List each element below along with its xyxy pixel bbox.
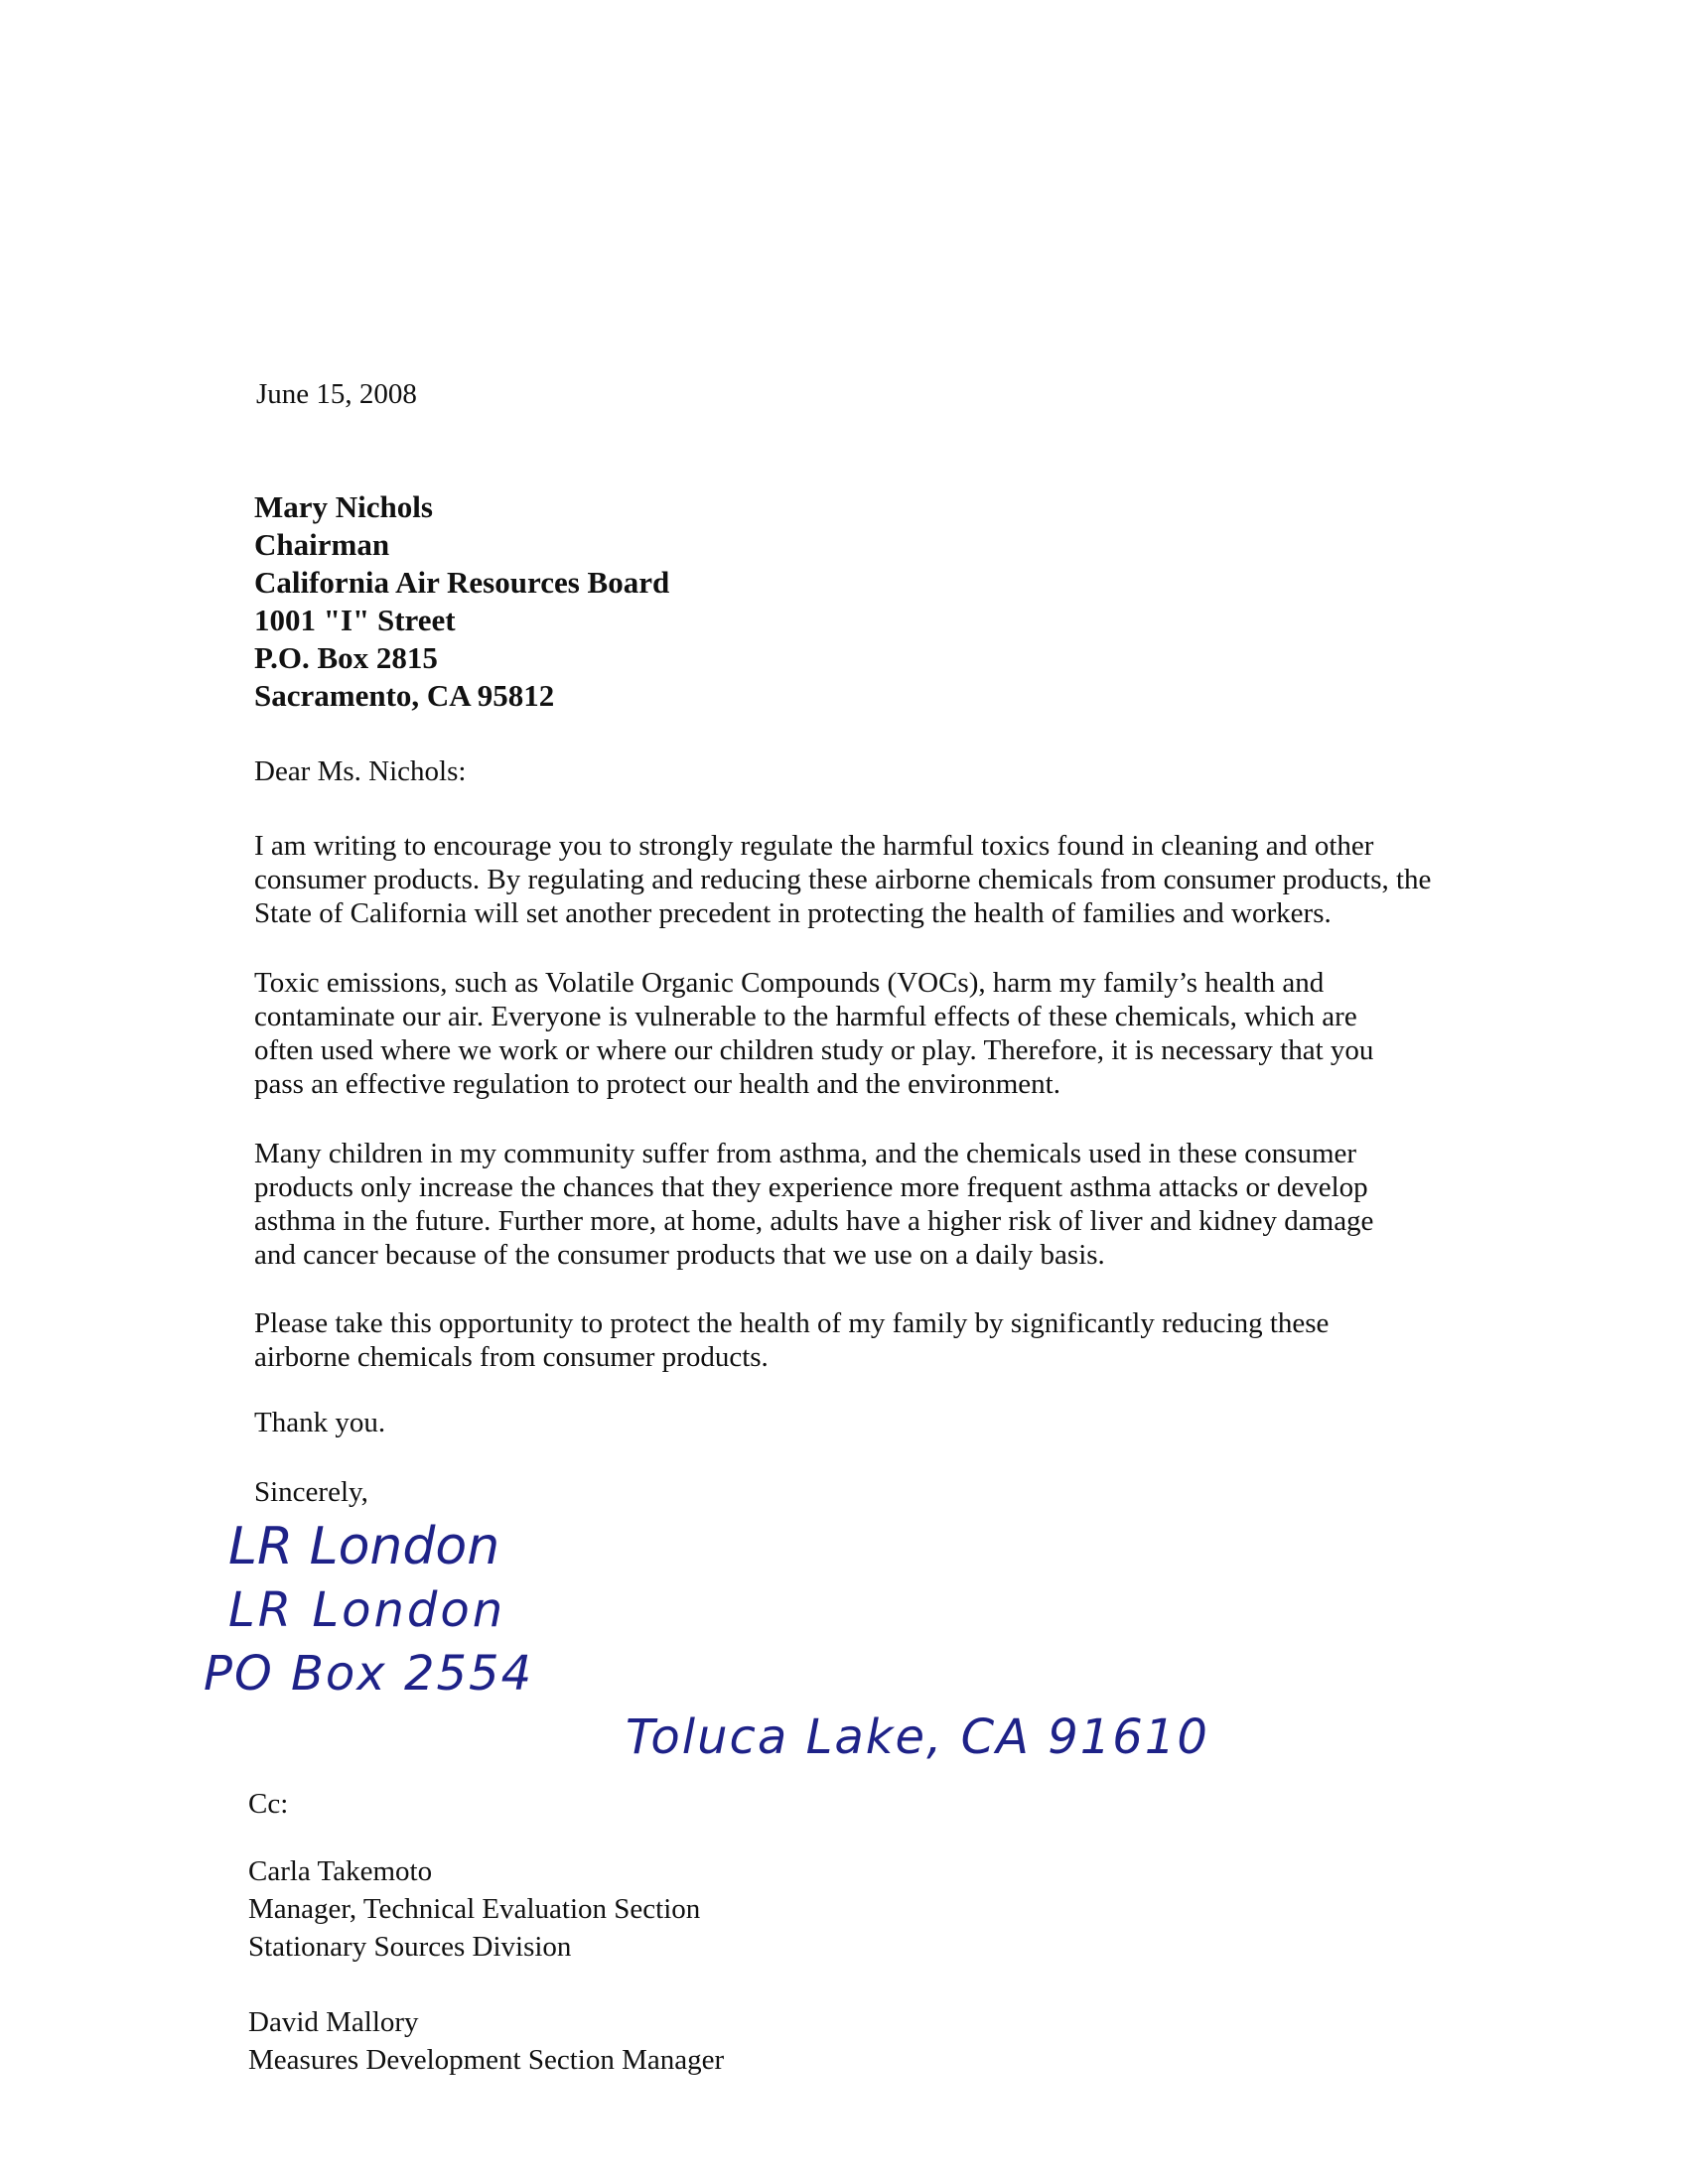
paragraph-line: contaminate our air. Everyone is vulnerable to the harmful effects of these chemicals, which are bbox=[254, 1001, 1357, 1032]
paragraph-2 bbox=[254, 966, 1495, 1101]
paragraph-line: often used where we work or where our children study or play. Therefore, it is necessary that you bbox=[254, 1034, 1374, 1066]
paragraph-line: consumer products. By regulating and reducing these airborne chemicals from consumer products, the bbox=[254, 864, 1432, 895]
recipient-organization: California Air Resources Board bbox=[254, 565, 670, 600]
paragraph-line: State of California will set another precedent in protecting the health of families and workers. bbox=[254, 897, 1332, 929]
cc-recipient bbox=[248, 2003, 724, 2079]
handwritten-address-line1: PO Box 2554 bbox=[204, 1646, 534, 1702]
recipient-title: Chairman bbox=[254, 527, 390, 562]
recipient-address bbox=[254, 488, 669, 715]
cc-division: Stationary Sources Division bbox=[248, 1931, 572, 1963]
handwritten-signature: LR London bbox=[228, 1517, 500, 1576]
salutation: Dear Ms. Nichols: bbox=[254, 755, 467, 787]
cc-name: Carla Takemoto bbox=[248, 1855, 433, 1887]
paragraph-line: pass an effective regulation to protect our health and the environment. bbox=[254, 1068, 1060, 1100]
handwritten-signature-block bbox=[199, 1517, 1291, 1775]
closing: Sincerely, bbox=[254, 1476, 368, 1508]
cc-recipient bbox=[248, 1852, 700, 1966]
handwritten-printed-name: LR London bbox=[228, 1582, 506, 1638]
cc-title: Manager, Technical Evaluation Section bbox=[248, 1893, 701, 1925]
recipient-street: 1001 "I" Street bbox=[254, 603, 456, 637]
paragraph-line: airborne chemicals from consumer products. bbox=[254, 1341, 769, 1373]
cc-title: Measures Development Section Manager bbox=[248, 2044, 725, 2076]
paragraph-3 bbox=[254, 1137, 1495, 1272]
cc-name: David Mallory bbox=[248, 2006, 419, 2038]
paragraph-line: Please take this opportunity to protect the health of my family by significantly reducing these bbox=[254, 1307, 1330, 1339]
letter-date: June 15, 2008 bbox=[256, 378, 417, 410]
recipient-name: Mary Nichols bbox=[254, 489, 433, 524]
paragraph-line: I am writing to encourage you to strongly regulate the harmful toxics found in cleaning and other bbox=[254, 830, 1374, 862]
paragraph-1 bbox=[254, 829, 1495, 930]
paragraph-line: and cancer because of the consumer products that we use on a daily basis. bbox=[254, 1239, 1105, 1271]
recipient-po-box: P.O. Box 2815 bbox=[254, 640, 438, 675]
paragraph-line: asthma in the future. Further more, at home, adults have a higher risk of liver and kidney damage bbox=[254, 1205, 1374, 1237]
paragraph-4 bbox=[254, 1306, 1495, 1374]
handwritten-address-line2: Toluca Lake, CA 91610 bbox=[626, 1709, 1209, 1765]
thanks: Thank you. bbox=[254, 1407, 386, 1438]
paragraph-line: Many children in my community suffer from asthma, and the chemicals used in these consumer bbox=[254, 1138, 1357, 1169]
paragraph-line: Toxic emissions, such as Volatile Organic Compounds (VOCs), harm my family’s health and bbox=[254, 967, 1325, 999]
cc-label: Cc: bbox=[248, 1788, 289, 1820]
recipient-city: Sacramento, CA 95812 bbox=[254, 678, 555, 713]
paragraph-line: products only increase the chances that they experience more frequent asthma attacks or develop bbox=[254, 1171, 1368, 1203]
